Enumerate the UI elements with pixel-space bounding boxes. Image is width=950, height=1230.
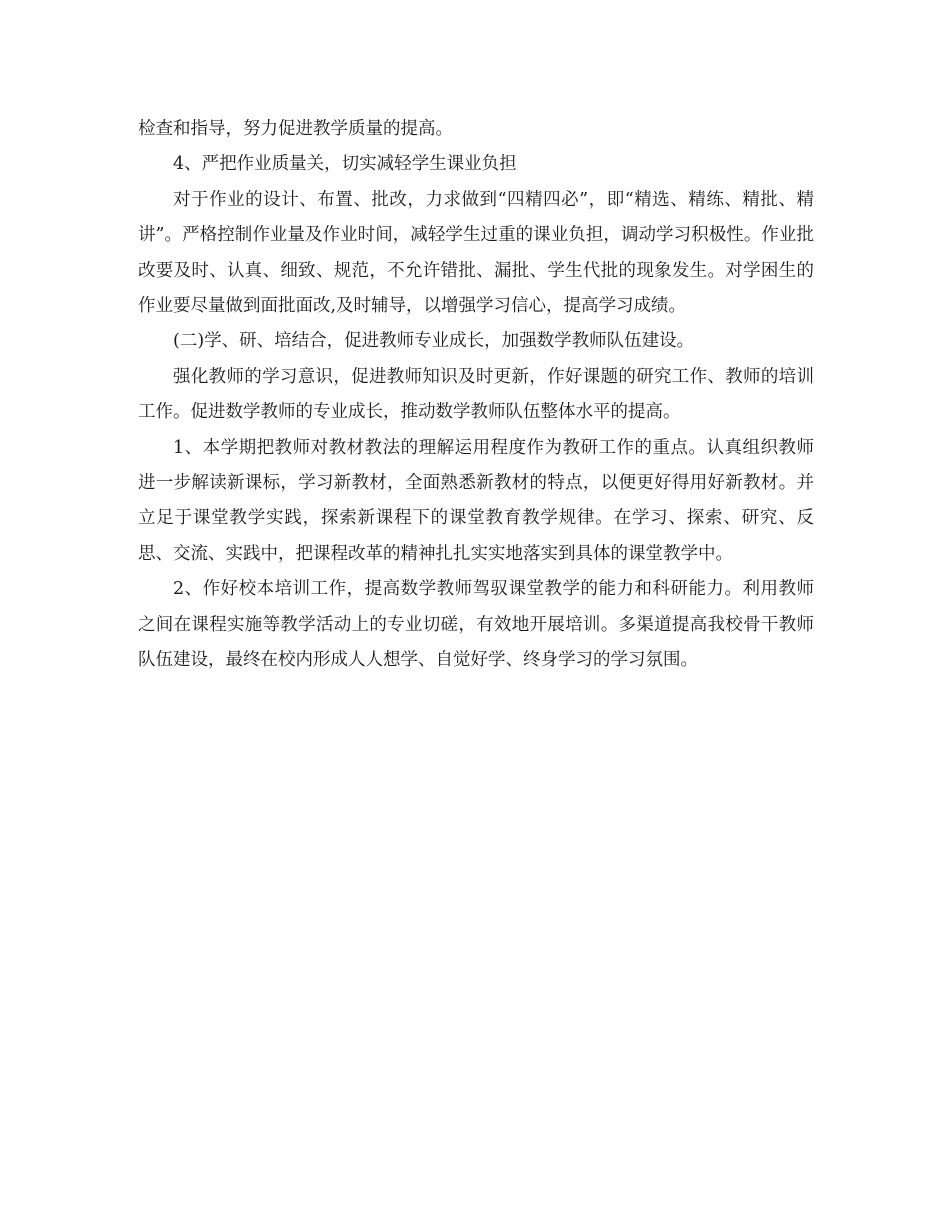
paragraph-item-1: 1、本学期把教师对教材教法的理解运用程度作为教研工作的重点。认真组织教师进一步解读新课标，学习新教材，全面熟悉新教材的特点，以便更好得用好新教材。并立足于课堂教学实践，探索新课程下的课堂教育教学规律。在学习、探索、研究、反思、交流、实践中，把课程改革的精神扎扎实实地落实到具体的课堂教学中。 bbox=[138, 437, 814, 564]
paragraph-heading-homework: 4、严把作业质量关，切实减轻学生课业负担 bbox=[173, 154, 517, 175]
paragraph-teacher-learning: 强化教师的学习意识，促进教师知识及时更新，作好课题的研究工作、教师的培训工作。促进数学教师的专业成长，推动数学教师队伍整体水平的提高。 bbox=[138, 366, 814, 423]
paragraph-heading-teacher-growth: (二)学、研、培结合，促进教师专业成长，加强数学教师队伍建设。 bbox=[173, 331, 695, 352]
paragraph-continuation: 检查和指导，努力促进教学质量的提高。 bbox=[138, 119, 453, 139]
paragraph-item-2: 2、作好校本培训工作，提高数学教师驾驭课堂教学的能力和科研能力。利用教师之间在课程实施等教学活动上的专业切磋，有效地开展培训。多渠道提高我校骨干教师队伍建设，最终在校内形成人人想学、自觉好学、终身学习的学习氛围。 bbox=[138, 579, 814, 671]
document-body bbox=[138, 112, 814, 679]
paragraph-homework-details: 对于作业的设计、布置、批改，力求做到“四精四必”，即“精选、精练、精批、精讲”。严格控制作业量及作业时间，减轻学生过重的课业负担，调动学习积极性。作业批改要及时、认真、细致、规范，不允许错批、漏批、学生代批的现象发生。对学困生的作业要尽量做到面批面改,及时辅导，以增强学习信心，提高学习成绩。 bbox=[138, 189, 814, 317]
